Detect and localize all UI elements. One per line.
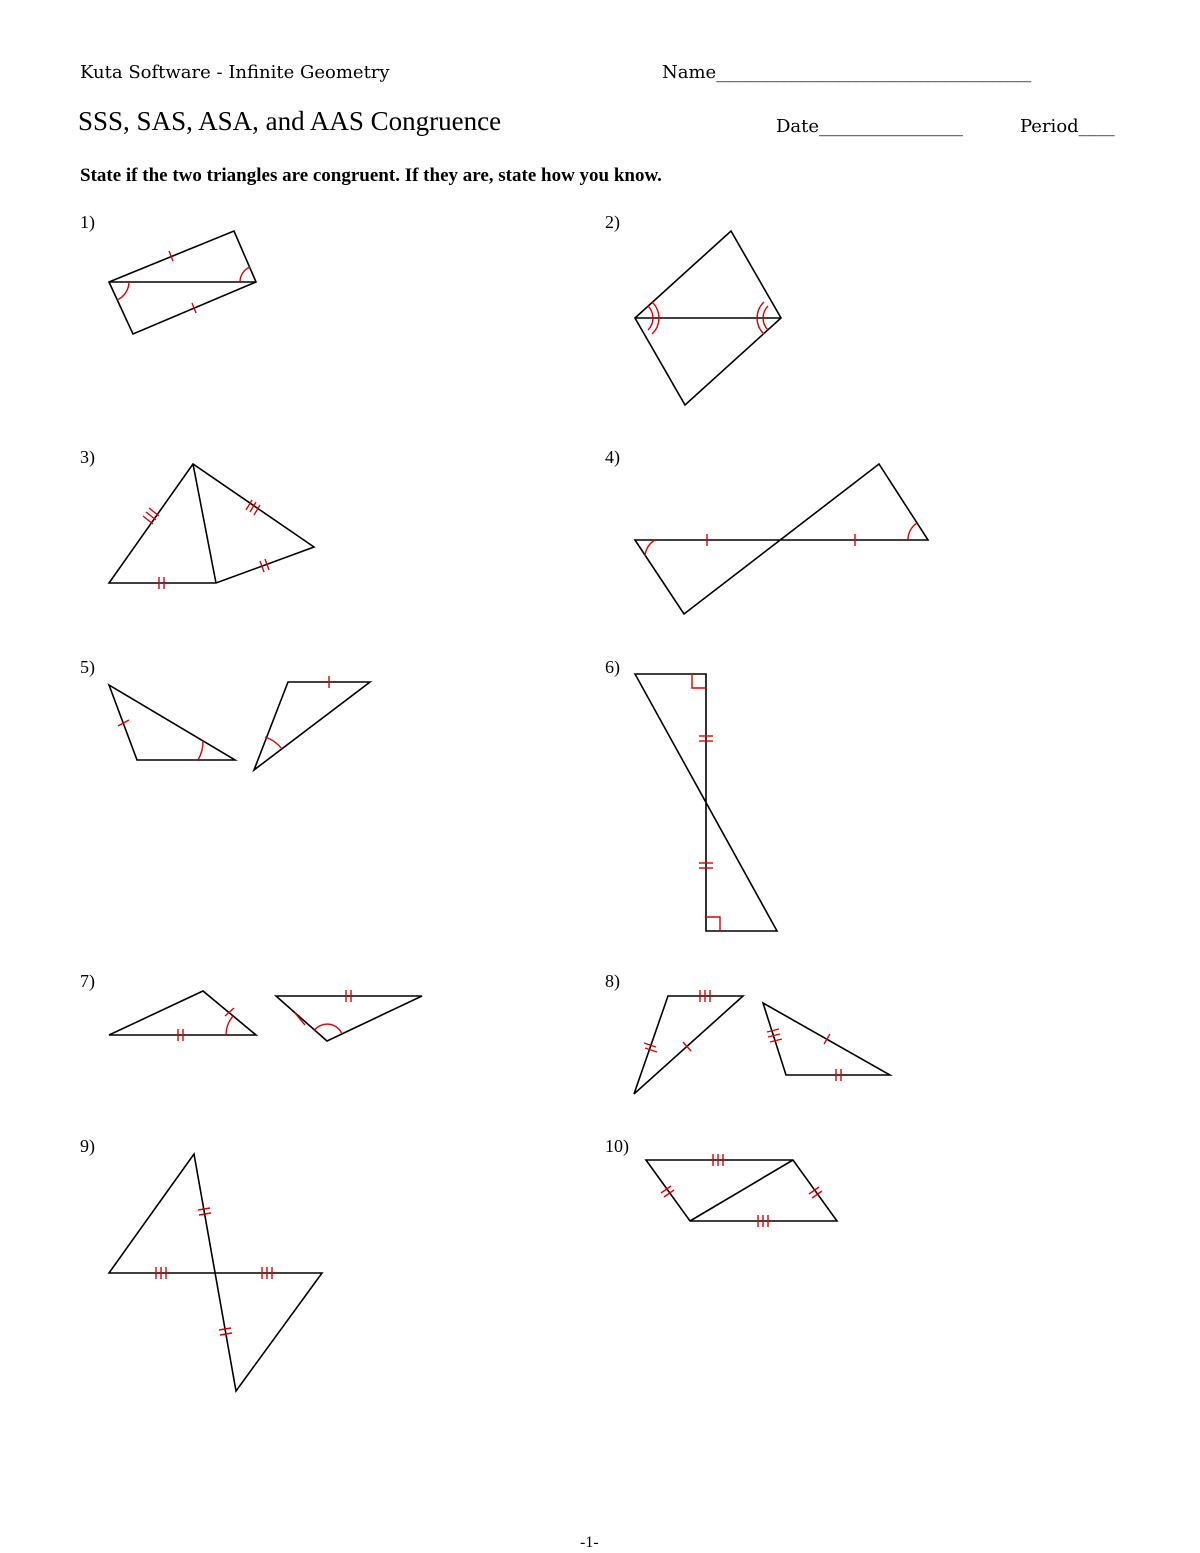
problem-number-7: 7) [80, 971, 95, 991]
figure-5-triangle-left [109, 685, 235, 760]
figure-1-angle-right [240, 267, 250, 282]
header-source: Kuta Software - Infinite Geometry [80, 62, 390, 83]
problem-number-9: 9) [80, 1136, 95, 1156]
figure-4-outline [635, 464, 928, 614]
figure-10-diagonal [690, 1160, 793, 1221]
worksheet-title: SSS, SAS, ASA, and AAS Congruence [78, 106, 502, 136]
date-field-label: Date________________ [776, 116, 964, 137]
name-field-label: Name___________________________________ [662, 62, 1032, 83]
problem-number-2: 2) [605, 212, 620, 232]
page-number: -1- [580, 1534, 599, 1551]
figure-5 [109, 676, 370, 770]
problem-number-6: 6) [605, 657, 620, 677]
figure-5-triangle-right [254, 682, 370, 770]
figure-9 [109, 1154, 322, 1391]
problem-number-4: 4) [605, 447, 620, 467]
figure-6-right-angle-top [692, 674, 706, 688]
figure-3-shared-side [193, 464, 216, 583]
figure-3 [109, 464, 314, 589]
problem-number-5: 5) [80, 657, 95, 677]
figure-7-angle-left [226, 1016, 233, 1035]
period-field-label: Period____ [1020, 116, 1115, 137]
figure-3-outline [109, 464, 314, 583]
figure-6-right-angle-bottom [706, 917, 720, 931]
figure-5-angle-left [198, 741, 203, 760]
problem-number-1: 1) [80, 212, 95, 232]
figure-7-triangle-right [276, 996, 422, 1041]
figure-6-outline [635, 674, 777, 931]
figure-7-tick-right [295, 1013, 305, 1025]
figure-4 [635, 464, 928, 614]
figure-1 [109, 231, 256, 334]
problem-number-10: 10) [605, 1136, 629, 1156]
figure-1-angle-left [117, 282, 129, 300]
figure-7 [109, 990, 422, 1041]
figure-6 [635, 674, 777, 931]
instructions: State if the two triangles are congruent. If they are, state how you know. [80, 165, 662, 186]
figure-5-angle-right [265, 737, 282, 749]
figure-2 [635, 231, 781, 405]
figure-8 [634, 990, 890, 1094]
figure-7-triangle-left [109, 991, 256, 1035]
figure-4-angle-left [645, 540, 655, 556]
problem-number-3: 3) [80, 447, 95, 467]
figure-4-angle-right [908, 523, 917, 540]
problem-number-8: 8) [605, 971, 620, 991]
figure-9-outline [109, 1154, 322, 1391]
figure-10 [646, 1154, 837, 1227]
